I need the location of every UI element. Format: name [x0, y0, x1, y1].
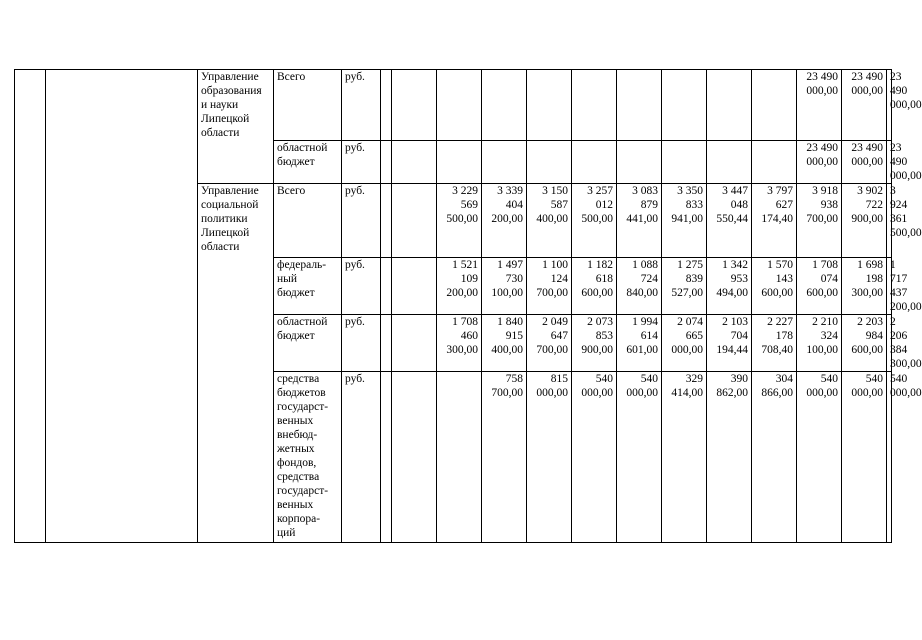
value-cell: 390 862,00	[707, 372, 752, 543]
value-cell: 2 206 384 300,00	[887, 315, 892, 372]
value-cell: 1 100 124 700,00	[527, 258, 572, 315]
value-cell: 2 073 853 900,00	[572, 315, 617, 372]
value-cell: 758 700,00	[482, 372, 527, 543]
value-cell	[392, 70, 437, 141]
value-cell: 3 447 048 550,44	[707, 184, 752, 258]
funding-source-cell: областной бюджет	[274, 141, 342, 184]
unit-cell: руб.	[342, 70, 381, 141]
value-cell	[392, 141, 437, 184]
value-cell	[752, 70, 797, 141]
value-cell: 2 074 665 000,00	[662, 315, 707, 372]
narrow-cell	[381, 372, 392, 543]
narrow-cell	[381, 70, 392, 141]
value-cell: 23 490 000,00	[887, 141, 892, 184]
value-cell: 1 717 437 200,00	[887, 258, 892, 315]
value-cell	[527, 141, 572, 184]
value-cell: 23 490 000,00	[797, 70, 842, 141]
value-cell: 815 000,00	[527, 372, 572, 543]
funding-source-cell: областной бюджет	[274, 315, 342, 372]
value-cell: 1 708 460 300,00	[437, 315, 482, 372]
value-cell	[392, 315, 437, 372]
value-cell: 540 000,00	[797, 372, 842, 543]
value-cell	[392, 184, 437, 258]
value-cell: 23 490 000,00	[797, 141, 842, 184]
value-cell	[437, 70, 482, 141]
value-cell: 23 490 000,00	[842, 70, 887, 141]
value-cell: 1 994 614 601,00	[617, 315, 662, 372]
value-cell: 3 924 361 500,00	[887, 184, 892, 258]
value-cell: 2 210 324 100,00	[797, 315, 842, 372]
value-cell: 23 490 000,00	[887, 70, 892, 141]
narrow-cell	[381, 315, 392, 372]
narrow-cell	[381, 258, 392, 315]
value-cell: 1 497 730 100,00	[482, 258, 527, 315]
funding-source-cell: федераль- ный бюджет	[274, 258, 342, 315]
value-cell: 3 339 404 200,00	[482, 184, 527, 258]
value-cell	[392, 258, 437, 315]
table-row	[15, 70, 892, 141]
funding-source-cell: средства бюджетов государст- венных внебюд- жетных фондов, средства государст- венных корпора- ций	[274, 372, 342, 543]
budget-table	[14, 69, 922, 543]
value-cell	[482, 70, 527, 141]
funding-source-cell: Всего	[274, 184, 342, 258]
value-cell: 1 570 143 600,00	[752, 258, 797, 315]
value-cell	[572, 141, 617, 184]
value-cell: 3 150 587 400,00	[527, 184, 572, 258]
narrow-cell	[381, 141, 392, 184]
value-cell: 3 902 722 900,00	[842, 184, 887, 258]
unit-cell: руб.	[342, 315, 381, 372]
value-cell: 1 342 953 494,00	[707, 258, 752, 315]
value-cell: 1 708 074 600,00	[797, 258, 842, 315]
value-cell: 2 049 647 700,00	[527, 315, 572, 372]
program-cell	[46, 70, 198, 543]
value-cell: 3 918 938 700,00	[797, 184, 842, 258]
value-cell: 540 000,00	[887, 372, 892, 543]
value-cell: 540 000,00	[842, 372, 887, 543]
value-cell: 3 350 833 941,00	[662, 184, 707, 258]
value-cell: 1 275 839 527,00	[662, 258, 707, 315]
value-cell	[437, 141, 482, 184]
value-cell: 3 797 627 174,40	[752, 184, 797, 258]
value-cell: 540 000,00	[617, 372, 662, 543]
value-cell: 304 866,00	[752, 372, 797, 543]
unit-cell: руб.	[342, 141, 381, 184]
value-cell: 3 229 569 500,00	[437, 184, 482, 258]
value-cell: 3 257 012 500,00	[572, 184, 617, 258]
unit-cell: руб.	[342, 372, 381, 543]
value-cell: 2 203 984 600,00	[842, 315, 887, 372]
value-cell	[572, 70, 617, 141]
value-cell	[392, 372, 437, 543]
value-cell: 1 088 724 840,00	[617, 258, 662, 315]
value-cell	[617, 70, 662, 141]
unit-cell: руб.	[342, 184, 381, 258]
index-cell	[15, 70, 46, 543]
value-cell: 1 698 198 300,00	[842, 258, 887, 315]
value-cell: 1 521 109 200,00	[437, 258, 482, 315]
value-cell: 540 000,00	[572, 372, 617, 543]
value-cell	[527, 70, 572, 141]
value-cell	[752, 141, 797, 184]
value-cell: 3 083 879 441,00	[617, 184, 662, 258]
value-cell: 2 103 704 194,44	[707, 315, 752, 372]
value-cell: 329 414,00	[662, 372, 707, 543]
value-cell: 23 490 000,00	[842, 141, 887, 184]
organization-cell: Управление социальной политики Липецкой области	[198, 184, 274, 543]
value-cell: 1 840 915 400,00	[482, 315, 527, 372]
unit-cell: руб.	[342, 258, 381, 315]
value-cell	[662, 141, 707, 184]
value-cell: 2 227 178 708,40	[752, 315, 797, 372]
organization-cell: Управление образования и науки Липецкой области	[198, 70, 274, 184]
narrow-cell	[381, 184, 392, 258]
value-cell	[662, 70, 707, 141]
value-cell	[707, 70, 752, 141]
value-cell	[707, 141, 752, 184]
value-cell: 1 182 618 600,00	[572, 258, 617, 315]
value-cell	[617, 141, 662, 184]
value-cell	[482, 141, 527, 184]
value-cell	[437, 372, 482, 543]
funding-source-cell: Всего	[274, 70, 342, 141]
